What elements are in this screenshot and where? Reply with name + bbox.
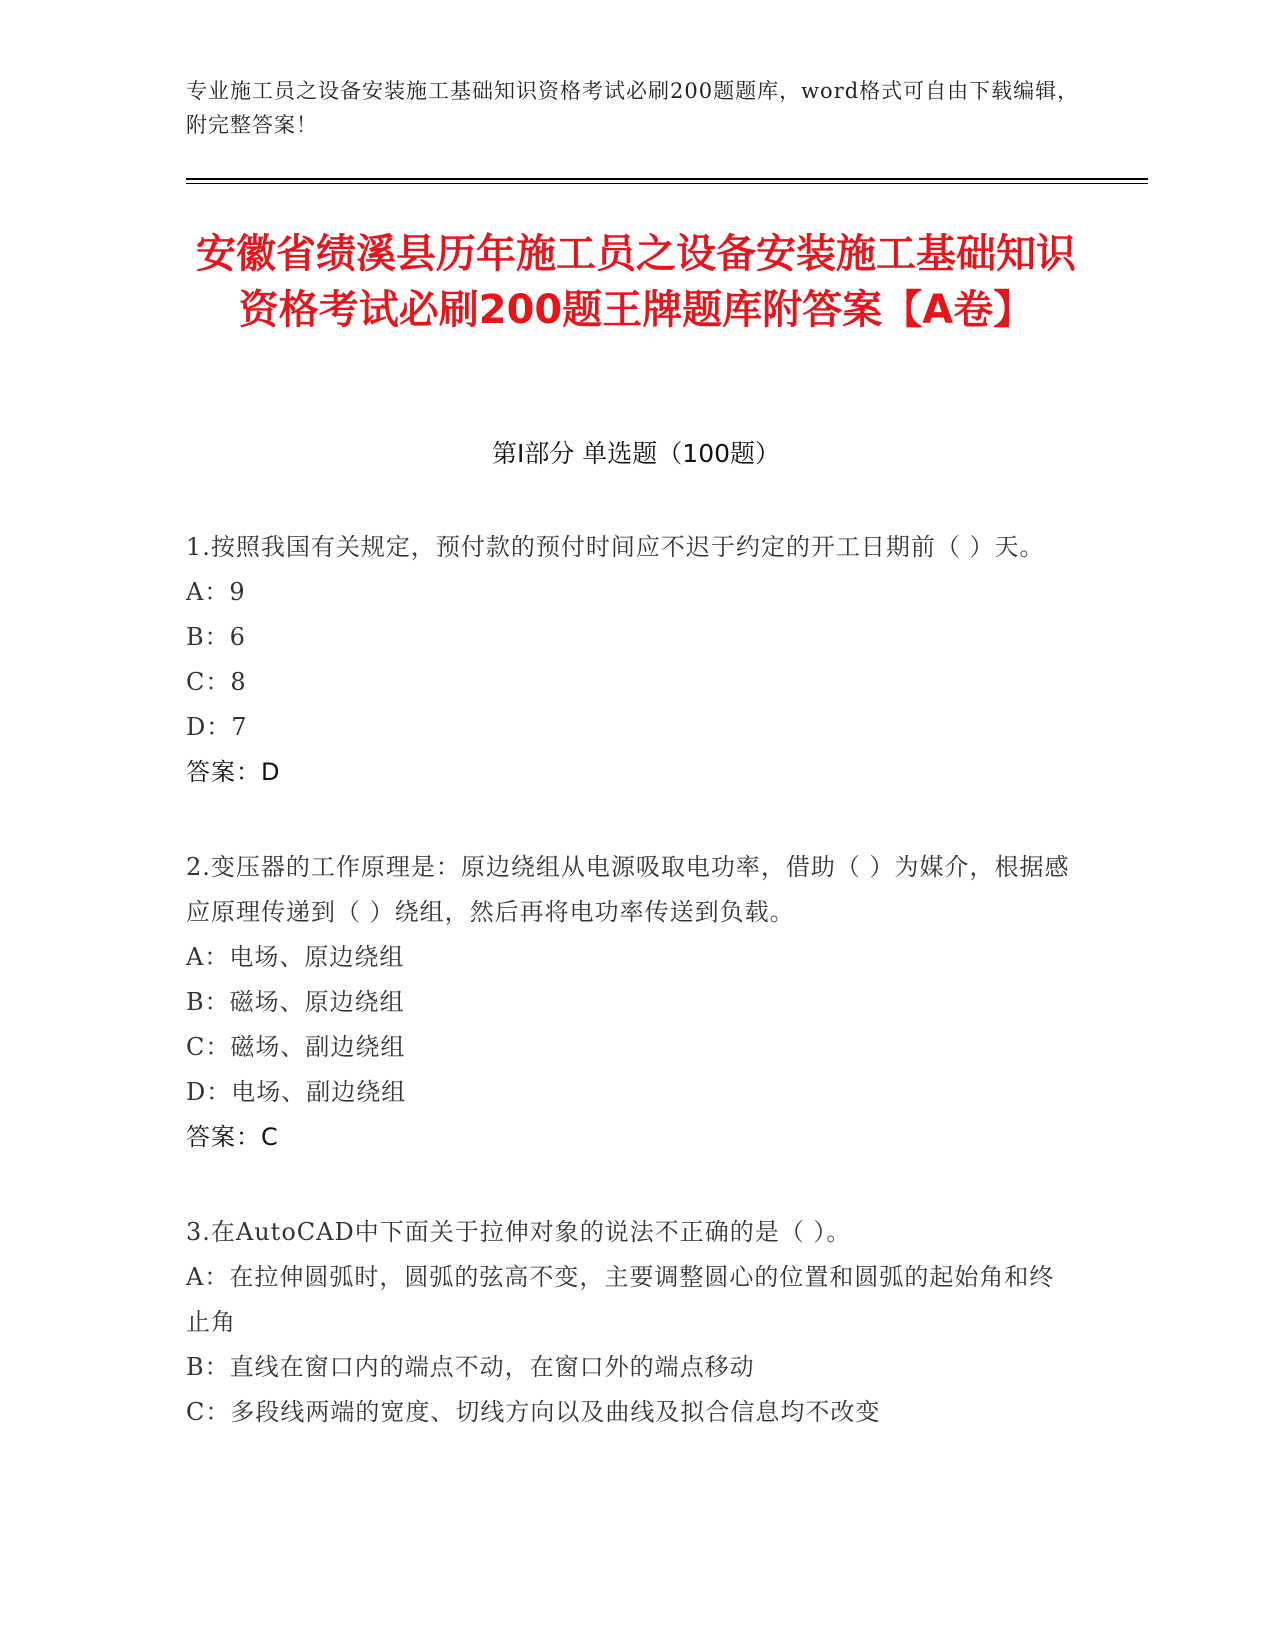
answer-line: 答案：D — [186, 758, 281, 786]
option-a: A：9 — [186, 578, 246, 606]
option-c: C：8 — [186, 668, 247, 696]
question-stem: 2.变压器的工作原理是：原边绕组从电源吸取电功率，借助（ ）为媒介，根据感应原理传递到（ ）绕组，然后再将电功率传送到负载。 — [186, 853, 1070, 926]
option-a: A：电场、原边绕组 — [186, 943, 405, 971]
header-divider-thin — [186, 183, 1148, 184]
question-stem: 1.按照我国有关规定，预付款的预付时间应不迟于约定的开工日期前（ ）天。 — [186, 533, 1045, 561]
option-d: D：7 — [186, 713, 248, 741]
question-item — [186, 525, 1071, 795]
question-item — [186, 1210, 1071, 1435]
option-b: B：直线在窗口内的端点不动，在窗口外的端点移动 — [186, 1353, 755, 1381]
question-list — [186, 525, 1071, 1435]
header-note: 专业施工员之设备安装施工基础知识资格考试必刷200题题库，word格式可自由下载编辑，附完整答案！ — [186, 79, 1080, 137]
answer-line: 答案：C — [186, 1123, 279, 1151]
option-c: C：磁场、副边绕组 — [186, 1033, 406, 1061]
option-a: A：在拉伸圆弧时，圆弧的弦高不变，主要调整圆心的位置和圆弧的起始角和终止角 — [186, 1263, 1055, 1336]
option-b: B：6 — [186, 623, 246, 651]
document-title: 安徽省绩溪县历年施工员之设备安装施工基础知识资格考试必刷200题王牌题库附答案【A卷】 — [196, 231, 1076, 333]
question-spacer — [186, 795, 1071, 845]
question-stem: 3.在AutoCAD中下面关于拉伸对象的说法不正确的是（ ）。 — [186, 1218, 852, 1246]
option-c: C：多段线两端的宽度、切线方向以及曲线及拟合信息均不改变 — [186, 1398, 881, 1426]
question-spacer — [186, 1160, 1071, 1210]
option-d: D：电场、副边绕组 — [186, 1078, 407, 1106]
question-item — [186, 845, 1071, 1160]
header-divider-thick — [186, 178, 1148, 180]
option-b: B：磁场、原边绕组 — [186, 988, 405, 1016]
section-title: 第Ⅰ部分 单选题（100题） — [491, 439, 781, 468]
